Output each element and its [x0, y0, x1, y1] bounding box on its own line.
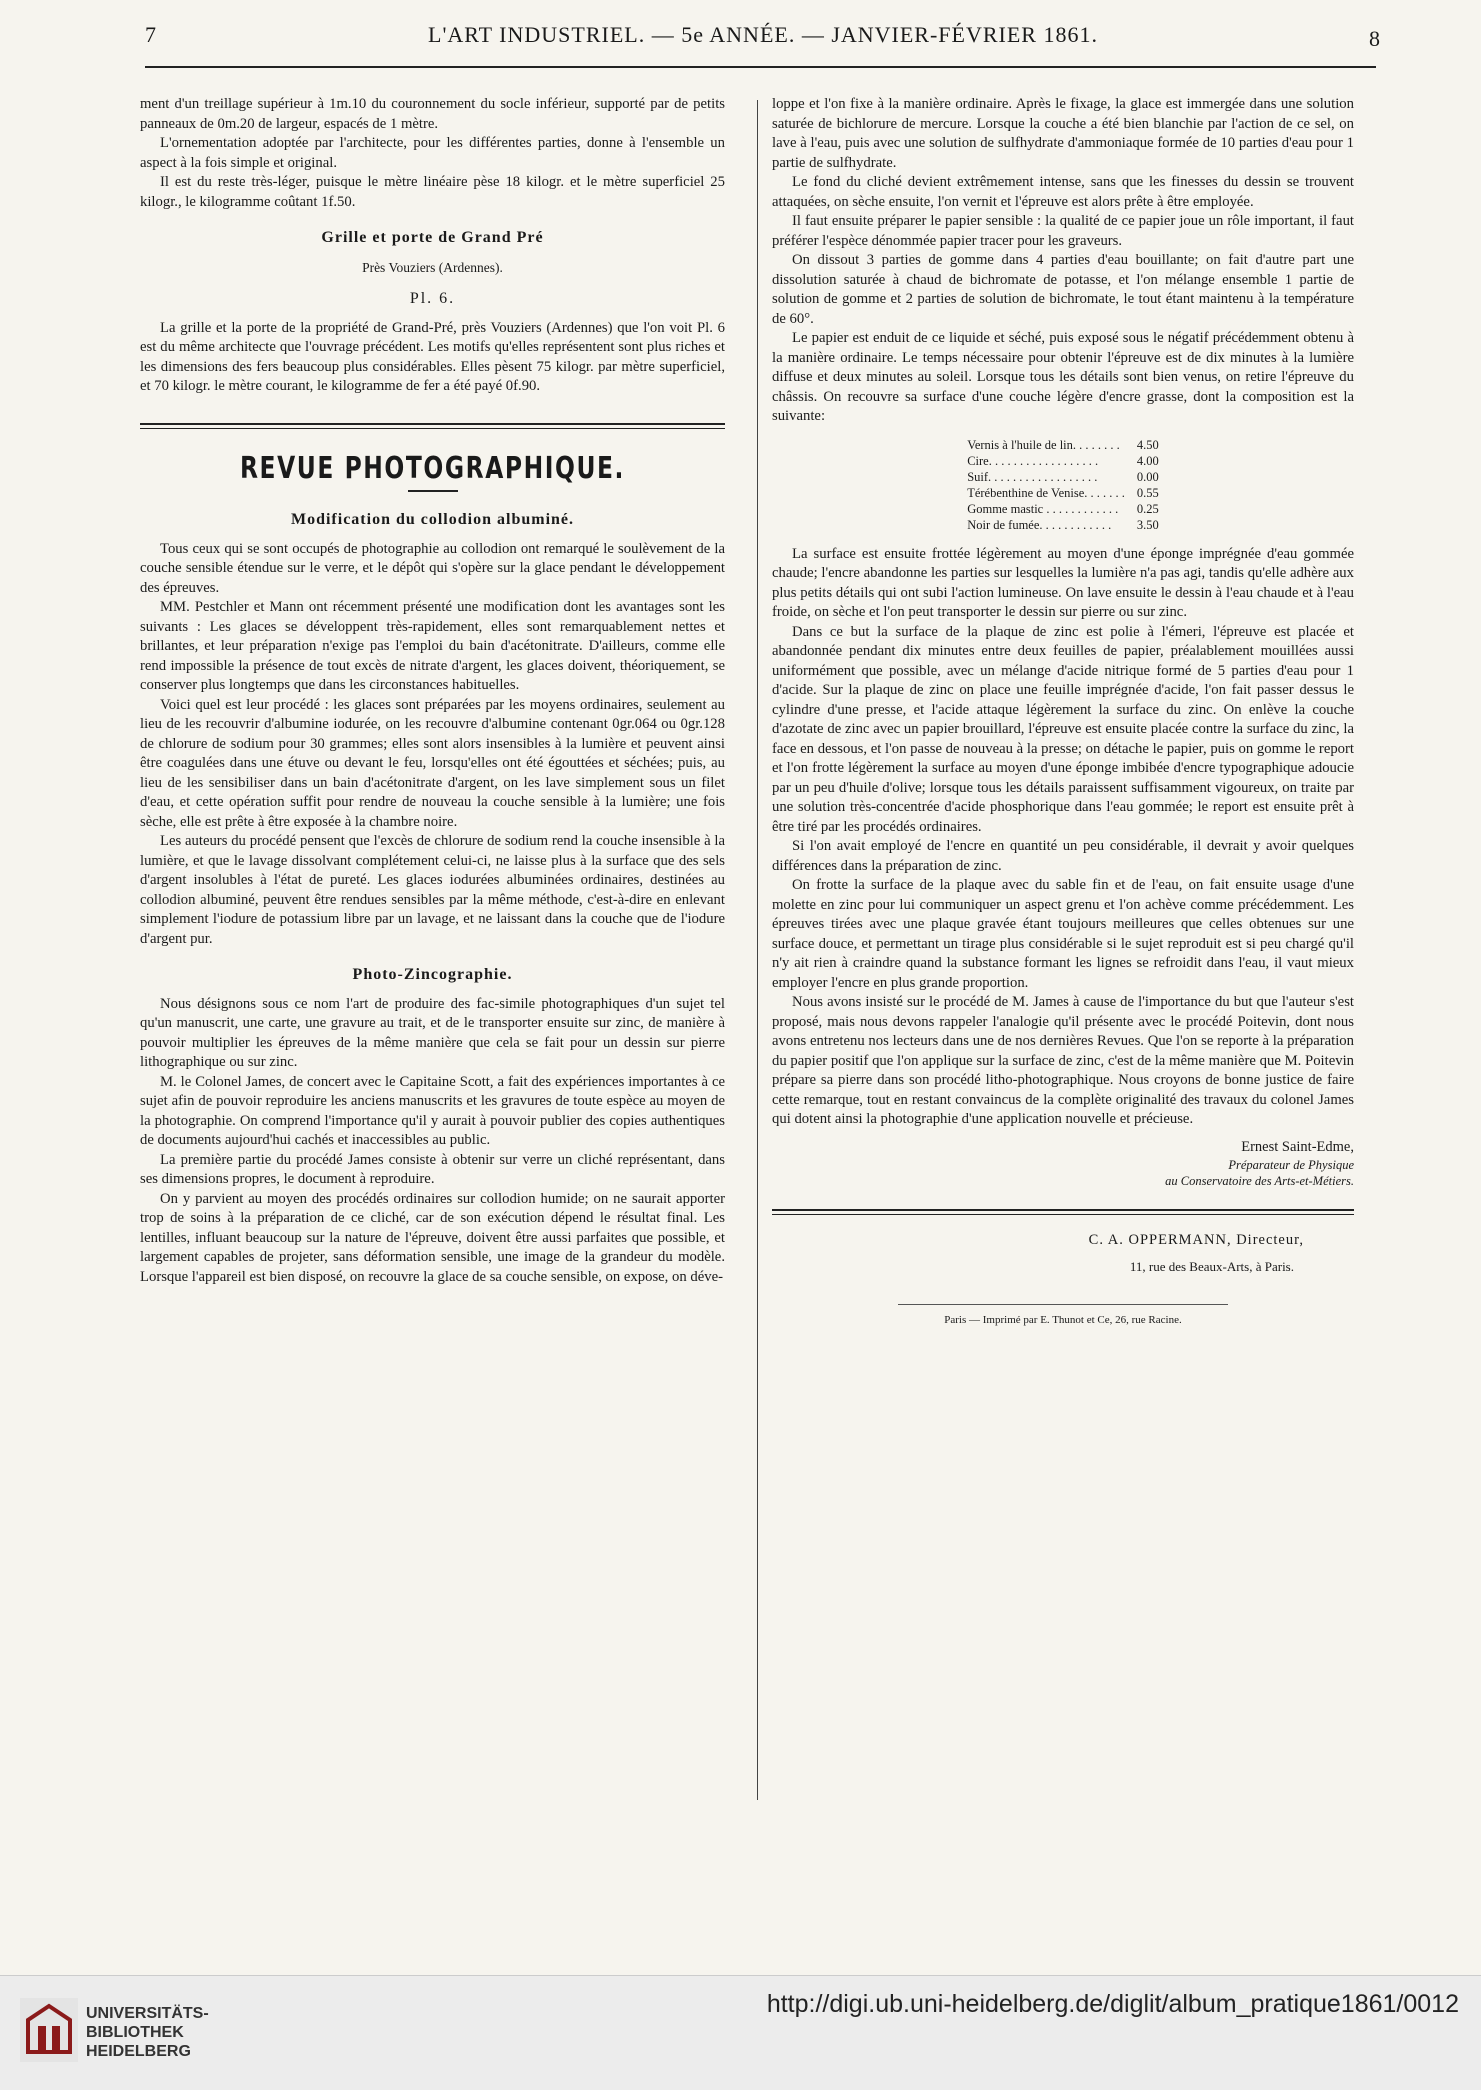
- section-subtitle: Près Vouziers (Ardennes).: [362, 259, 503, 275]
- page-number-right: 8: [1369, 26, 1381, 51]
- paragraph: Les auteurs du procédé pensent que l'excès de chlorure de sodium rend la couche insensible à la lumière, et que le lavage dissolvant complétement celui-ci, ne laisse plus à la surface que des sels d'argent insolubles à l'état de pureté. Les glaces iodurées albuminées ordinaires, destinées au collodion albuminé, peuvent être rendues sensibles par la même méthode, c'est-à-dire en enlevant simplement l'iodure de potassium libre par un lavage, et ne laissant dans la couche que de l'iodure d'argent pur.: [140, 833, 725, 947]
- revue-heading: REVUE PHOTOGRAPHIQUE.: [239, 450, 626, 486]
- left-column: [140, 95, 725, 1287]
- paragraph: loppe et l'on fixe à la manière ordinaire. Après le fixage, la glace est immergée dans une solution saturée de bichlorure de mercure. Lorsque la couche a été bien blanchie par l'action de ce sel, on lave à l'eau, puis avec une solution de sulfhydrate d'ammoniaque formée de 10 parties d'eau pour 1 partie de sulfhydrate.: [772, 96, 1354, 171]
- library-name-line: UNIVERSITÄTS-: [86, 2005, 209, 2022]
- paragraph: On dissout 3 parties de gomme dans 4 parties d'eau bouillante; on fait d'autre part une dissolution saturée à chaud de bichromate de potasse, et l'on mélange ensemble 1 partie de solution de gomme et 2 parties de solution de bichromate, le tout étant maintenu à la température de 60°.: [772, 252, 1354, 327]
- paragraph: Il est du reste très-léger, puisque le mètre linéaire pèse 18 kilogr. et le mètre superficiel 25 kilogr., le kilogramme coûtant 1f.50.: [140, 174, 725, 210]
- paragraph: On y parvient au moyen des procédés ordinaires sur collodion humide; on ne saurait apporter trop de soins à la préparation de ce cliché, car de son exécution dépend le résultat final. Les lentilles, influant beaucoup sur la nature de l'épreuve, doivent être aussi parfaites que possible, et largement capables de projeter, sans déformation sensible, une image de la grandeur du modèle. Lorsque l'appareil est bien disposé, on recouvre la glace de sa couche sensible, on expose, on déve-: [140, 1190, 725, 1285]
- paragraph: La première partie du procédé James consiste à obtenir sur verre un cliché représentant, dans ses dimensions propres, le document à reproduire.: [140, 1151, 725, 1187]
- paragraph: M. le Colonel James, de concert avec le Capitaine Scott, a fait des expériences importantes à ce sujet afin de pouvoir reproduire les anciens manuscrits et les gravures de toute espèce au moyen de la photographie. On comprend l'importance qu'il y aurait à pouvoir publier des copies authentiques de documents aujourd'hui cachés et inaccessibles au public.: [140, 1073, 725, 1148]
- ingredient-value: 0.55: [1136, 485, 1159, 500]
- publisher-address: 11, rue des Beaux-Arts, à Paris.: [1129, 1258, 1294, 1274]
- paragraph: Si l'on avait employé de l'encre en quantité un peu considérable, il devrait y avoir quelques différences dans la préparation de zinc.: [772, 838, 1354, 874]
- ingredient-name: Gomme mastic . . . . . . . . . . . .: [967, 501, 1119, 516]
- ingredient-name: Vernis à l'huile de lin. . . . . . . .: [967, 437, 1120, 452]
- short-rule: [408, 490, 458, 492]
- paragraph: La grille et la porte de la propriété de Grand-Pré, près Vouziers (Ardennes) que l'on voit Pl. 6 est du même architecte que l'ouvrage précédent. Les motifs qu'elles représentent sont plus riches et les dimensions des fers beaucoup plus considérables. Elles pèsent 75 kilogr. par mètre superficiel, et 70 kilogr. le mètre courant, le kilogramme de fer a été payé 0f.90.: [140, 319, 725, 394]
- ingredient-value: 0.00: [1136, 469, 1159, 484]
- table-row: [961, 469, 1165, 485]
- paragraph: Tous ceux qui se sont occupés de photographie au collodion ont remarqué le soulèvement de la couche sensible étendue sur le verre, et le dépôt qui s'opère sur la glace pendant le développement des épreuves.: [140, 540, 725, 596]
- source-url[interactable]: http://digi.ub.uni-heidelberg.de/diglit/album_pratique1861/0012: [766, 1990, 1459, 2018]
- author-title: Préparateur de Physique: [1228, 1158, 1354, 1172]
- journal-title: L'ART INDUSTRIEL. — 5e ANNÉE. — JANVIER-FÉVRIER 1861.: [428, 22, 1098, 47]
- table-row: [961, 437, 1165, 453]
- section-heading-collodion: Modification du collodion albuminé.: [290, 511, 575, 528]
- column-separator: [757, 100, 758, 1800]
- library-name-line: HEIDELBERG: [86, 2043, 191, 2060]
- section-heading-grille: Grille et porte de Grand Pré: [321, 229, 544, 246]
- table-row: [961, 453, 1165, 469]
- director-line: C. A. OPPERMANN, Directeur,: [1088, 1232, 1304, 1248]
- paragraph: Voici quel est leur procédé : les glaces sont préparées par les moyens ordinaires, seulement au lieu de les recouvrir d'albumine iodurée, on les recouvre d'albumine contenant 0gr.064 ou 0gr.128 de chlorure de sodium pour 30 grammes; elles sont alors insensibles à la lumière et peuvent ainsi être coagulées dans une étuve ou devant le feu, lorsqu'elles ont été égouttées et séchées; puis, au lieu de les sensibiliser dans un bain d'acétonitrate d'argent, on les lave simplement sous un filet d'eau, et cette opération suffit pour rendre de nouveau la couche sensible à la lumière; une fois sèche, elle est prête à être exposée à la chambre noire.: [140, 696, 725, 830]
- section-heading-zincographie: Photo-Zincographie.: [352, 966, 513, 983]
- library-name: [86, 2004, 209, 2061]
- digitization-footer: [0, 1975, 1481, 2090]
- paragraph: La surface est ensuite frottée légèrement au moyen d'une éponge imprégnée d'eau gommée chaude; l'encre abandonne les parties sur lesquelles la lumière n'a pas agi, tandis qu'elle adhère aux plus petits détails qui ont subi l'action lumineuse. On lave ensuite le dessin à l'eau chaude et à l'eau froide, on sèche et l'on peut transporter le dessin sur pierre ou sur zinc.: [772, 545, 1354, 620]
- ingredient-name: Noir de fumée. . . . . . . . . . . .: [967, 517, 1112, 532]
- running-header: [145, 22, 1381, 62]
- paragraph: Le fond du cliché devient extrêmement intense, sans que les finesses du dessin se trouvent attaquées, on sèche ensuite, l'on vernit et l'épreuve est alors prête à être employée.: [772, 174, 1354, 210]
- university-library-logo-icon: [20, 1998, 78, 2062]
- library-name-line: BIBLIOTHEK: [86, 2024, 184, 2041]
- paragraph: ment d'un treillage supérieur à 1m.10 du couronnement du socle inférieur, supporté par de petits panneaux de 0m.20 de largeur, espacés de 1 mètre.: [140, 96, 725, 132]
- paragraph: MM. Pestchler et Mann ont récemment présenté une modification dont les avantages sont les suivants : Les glaces se développent très-rapidement, elles sont remarquablement nettes et brillantes, et leur préparation n'exige pas l'emploi du bain d'acétonitrate. D'ailleurs, comme elle rend impossible la présence de tout excès de nitrate d'argent, les glaces doivent, théoriquement, se conserver plus longtemps que dans les circonstances habituelles.: [140, 599, 725, 693]
- ink-composition-table: [961, 437, 1165, 533]
- double-rule: [772, 1209, 1354, 1215]
- paragraph: Nous avons insisté sur le procédé de M. James à cause de l'importance du but que l'auteur s'est proposé, mais nous devons rappeler l'analogie qu'il présente avec le procédé Poitevin, dont nous avons entretenu nos lecteurs dans une de nos dernières Revues. Que l'on se reporte à la préparation du papier positif que l'on applique sur la surface de zinc, c'est de la même manière que M. Poitevin prépare sa pierre dans son procédé litho-photographique. Nous croyons de bonne justice de faire cette remarque, tout en restant convaincus de la complète originalité des travaux du colonel James qui dotent ainsi la photographie d'une application nouvelle et précieuse.: [772, 994, 1354, 1127]
- author-signature: Ernest Saint-Edme,: [1241, 1138, 1354, 1155]
- ingredient-value: 0.25: [1136, 501, 1159, 516]
- header-rule: [145, 66, 1376, 68]
- paragraph: On frotte la surface de la plaque avec du sable fin et de l'eau, on fait ensuite usage d'une molette en zinc pour lui communiquer un aspect grenu et l'on achève comme précédemment. Les épreuves tirées avec une plaque gravée étant toujours meilleures que celles obtenues sur une surface douce, et permettant un tirage plus considérable si le sujet reproduit est si peu chargé qu'il n'y ait rien à craindre quand la substance formant les lignes se refroidit dans l'eau, il vaut mieux employer l'encre en plus grande proportion.: [772, 877, 1354, 991]
- paragraph: L'ornementation adoptée par l'architecte, pour les différentes parties, donne à l'ensemble un aspect à la fois simple et original.: [140, 135, 725, 171]
- paragraph: Dans ce but la surface de la plaque de zinc est polie à l'émeri, l'épreuve est placée et abandonnée pendant dix minutes entre deux feuilles de papier, préalablement mouillées aussi uniformément que possible, avec un mélange d'acide nitrique formé de 5 parties d'eau pour 1 d'acide. Sur la plaque de zinc on place une feuille imprégnée d'acide, l'on fait passer dessus le cylindre d'une presse, et l'acide attaque légèrement la surface du zinc. On enlève la couche d'azotate de zinc avec un papier brouillard, l'épreuve est ensuite placée contre la surface du zinc, la face en dessous, et l'on passe de nouveau à la presse; on détache le papier, puis on gomme le report et l'on frotte légèrement la surface au moyen d'une éponge imbibée d'encre typographique adoucie par un peu d'huile d'olive; lorsque tous les détails paraissent suffisamment vigoureux, on traite par une solution très-concentrée d'acide phosphorique dans l'eau gommée; le report est ensuite prêt à être tiré par les procédés ordinaires.: [772, 623, 1354, 835]
- ingredient-name: Térébenthine de Venise. . . . . . .: [967, 485, 1125, 500]
- ingredient-name: Cire. . . . . . . . . . . . . . . . . .: [967, 453, 1099, 468]
- right-column: [772, 95, 1354, 1331]
- printer-imprint: Paris — Imprimé par E. Thunot et Ce, 26, rue Racine.: [898, 1304, 1228, 1331]
- double-rule: [140, 423, 725, 429]
- ingredient-value: 3.50: [1136, 517, 1159, 532]
- author-affiliation: au Conservatoire des Arts-et-Métiers.: [1165, 1174, 1354, 1188]
- table-row: [961, 485, 1165, 501]
- paragraph: Nous désignons sous ce nom l'art de produire des fac-simile photographiques d'un sujet tel qu'un manuscrit, une carte, une gravure au trait, et de le transporter ensuite sur zinc, de manière à pouvoir multiplier les épreuves de la même manière que cela se fait pour un dessin sur pierre lithographique ou sur zinc.: [140, 995, 725, 1070]
- page-number-left: 7: [145, 22, 157, 47]
- table-row: [961, 517, 1165, 533]
- table-row: [961, 501, 1165, 517]
- paragraph: Le papier est enduit de ce liquide et séché, puis exposé sous le négatif précédemment obtenu à la manière ordinaire. Le temps nécessaire pour obtenir l'épreuve est de dix minutes à la lumière diffuse et deux minutes au soleil. Lorsque tous les détails sont bien venus, on retire l'épreuve du châssis. On recouvre sa surface d'une couche légère d'encre grasse, dont la composition est la suivante:: [772, 330, 1354, 424]
- ingredient-value: 4.50: [1136, 437, 1159, 452]
- ingredient-value: 4.00: [1136, 453, 1159, 468]
- ingredient-name: Suif. . . . . . . . . . . . . . . . . .: [967, 469, 1098, 484]
- paragraph: Il faut ensuite préparer le papier sensible : la qualité de ce papier joue un rôle important, il faut préférer l'espèce dénommée papier tracer pour les graveurs.: [772, 213, 1354, 249]
- plate-reference: Pl. 6.: [409, 290, 456, 307]
